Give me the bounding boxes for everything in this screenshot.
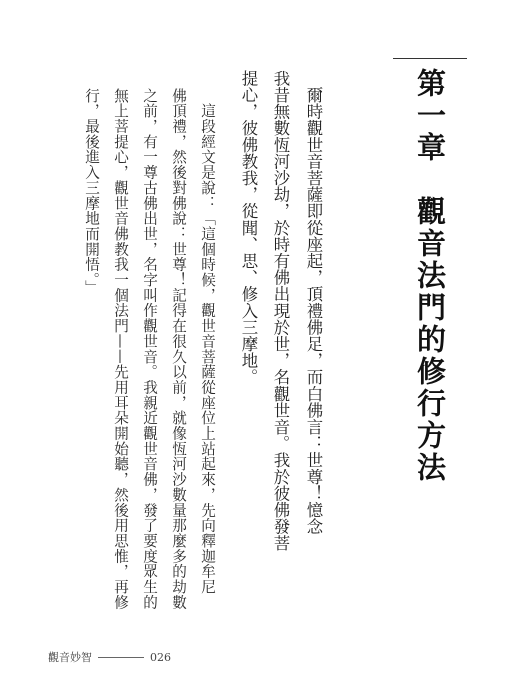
explanation-line-4: 無上菩提心，觀世音佛教我一個法門——先用耳朵開始聽，然後用思惟，再修 — [112, 88, 129, 610]
page-number: 026 — [150, 650, 171, 664]
chapter-title: 第一章 觀音法門的修行方法 — [413, 68, 447, 484]
explanation-line-2: 佛頂禮，然後對佛說：世尊！記得在很久以前，就像恆河沙數量那麼多的劫數 — [170, 88, 187, 610]
sutra-line-3: 提心，彼佛教我，從聞、思、修入三摩地。 — [239, 70, 258, 386]
explanation-line-3: 之前，有一尊古佛出世，名字叫作觀世音。我親近觀世音佛，發了要度眾生的 — [141, 88, 158, 610]
chapter-top-rule — [393, 58, 467, 59]
explanation-line-1: 這段經文是說：「這個時候，觀世音菩薩從座位上站起來，先向釋迦牟尼 — [199, 88, 216, 595]
sutra-line-2: 我昔無數恆河沙劫，於時有佛出現於世，名觀世音。我於彼佛發菩 — [271, 70, 290, 552]
explanation-line-5: 行，最後進入三摩地而開悟。」 — [83, 88, 100, 296]
footer-rule — [98, 657, 144, 658]
sutra-line-1: 爾時觀世音菩薩即從座起，頂禮佛足，而白佛言：世尊！憶念 — [304, 70, 323, 535]
page-footer — [48, 649, 171, 665]
footer-book-title: 觀音妙智 — [48, 651, 92, 664]
